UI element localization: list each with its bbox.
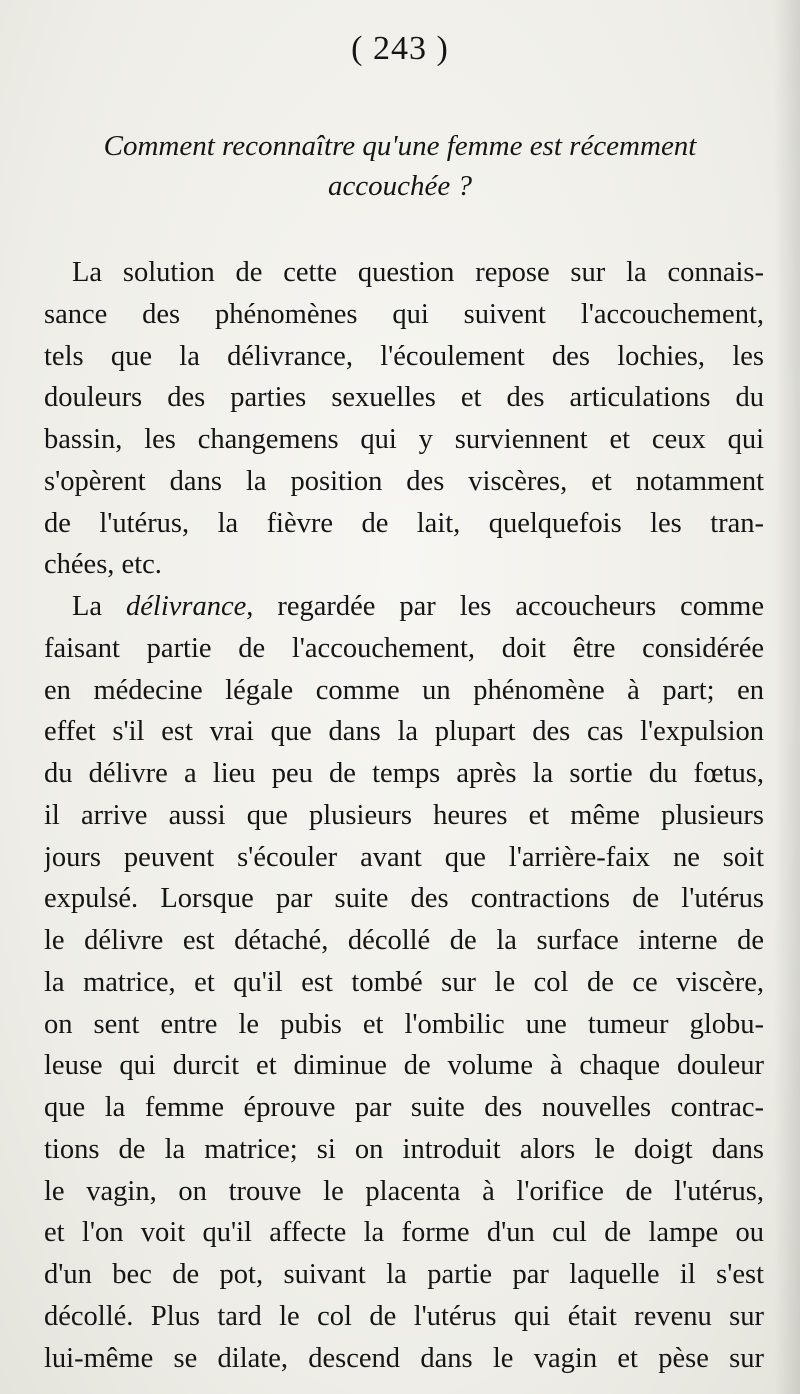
page-number: ( 243 ) (351, 30, 449, 67)
text-line: leuse qui durcit et diminue de volume à chaque douleur (44, 1050, 764, 1082)
text-line: chées, etc. (44, 549, 162, 581)
italic-term: délivrance (126, 591, 247, 622)
text-line: du délivre a lieu peu de temps après la sortie du fœtus, (44, 758, 764, 789)
text-line: jours peuvent s'écouler avant que l'arrière-faix ne soit (44, 841, 764, 873)
text-line: d'un bec de pot, suivant la partie par laquelle il s'est (44, 1259, 764, 1290)
text-line: douleurs des parties sexuelles et des articulations du (44, 382, 764, 414)
text-line: tions de la matrice; si on introduit alors le doigt dans (44, 1133, 764, 1165)
text-line: le délivre est détaché, décollé de la surface interne de (44, 925, 764, 956)
text-line: bassin, les changemens qui y surviennent et ceux qui (44, 424, 764, 455)
section-heading-line-2: accouchée ? (327, 170, 473, 202)
text-run: , regardée par les accoucheurs comme (246, 591, 764, 622)
text-line: s'opèrent dans la position des viscères, et notamment (44, 465, 764, 497)
text-line: il arrive aussi que plusieurs heures et même plusieurs (44, 799, 764, 831)
text-line: en médecine légale comme un phénomène à part; en (44, 674, 764, 706)
text-line: de l'utérus, la fièvre de lait, quelquefois les tran- (44, 507, 764, 539)
text-line: expulsé. Lorsque par suite des contractions de l'utérus (44, 883, 764, 915)
text-line: effet s'il est vrai que dans la plupart des cas l'expulsion (44, 716, 764, 748)
page-edge-shadow (774, 0, 800, 1394)
text-line: et l'on voit qu'il affecte la forme d'un cul de lampe ou (44, 1217, 764, 1249)
text-line: sance des phénomènes qui suivent l'accouchement, (44, 298, 764, 330)
text-line: faisant partie de l'accouchement, doit être considérée (44, 632, 764, 664)
text-line: tels que la délivrance, l'écoulement des lochies, les (44, 340, 764, 372)
text-line: décollé. Plus tard le col de l'utérus qui était revenu sur (44, 1300, 764, 1332)
text-run: La (72, 591, 127, 622)
section-heading-line-1: Comment reconnaître qu'une femme est récemment (103, 130, 697, 162)
text-line: le vagin, on trouve le placenta à l'orifice de l'utérus, (44, 1175, 764, 1207)
text-line: lui-même se dilate, descend dans le vagin et pèse sur (44, 1342, 764, 1374)
text-line: la matrice, et qu'il est tombé sur le col de ce viscère, (44, 966, 764, 998)
text-line: La solution de cette question repose sur la connais- (72, 257, 764, 288)
text-line: que la femme éprouve par suite des nouvelles contrac- (44, 1092, 764, 1123)
text-line (44, 586, 764, 628)
body-text (44, 252, 764, 1379)
text-line: on sent entre le pubis et l'ombilic une tumeur globu- (44, 1008, 764, 1040)
